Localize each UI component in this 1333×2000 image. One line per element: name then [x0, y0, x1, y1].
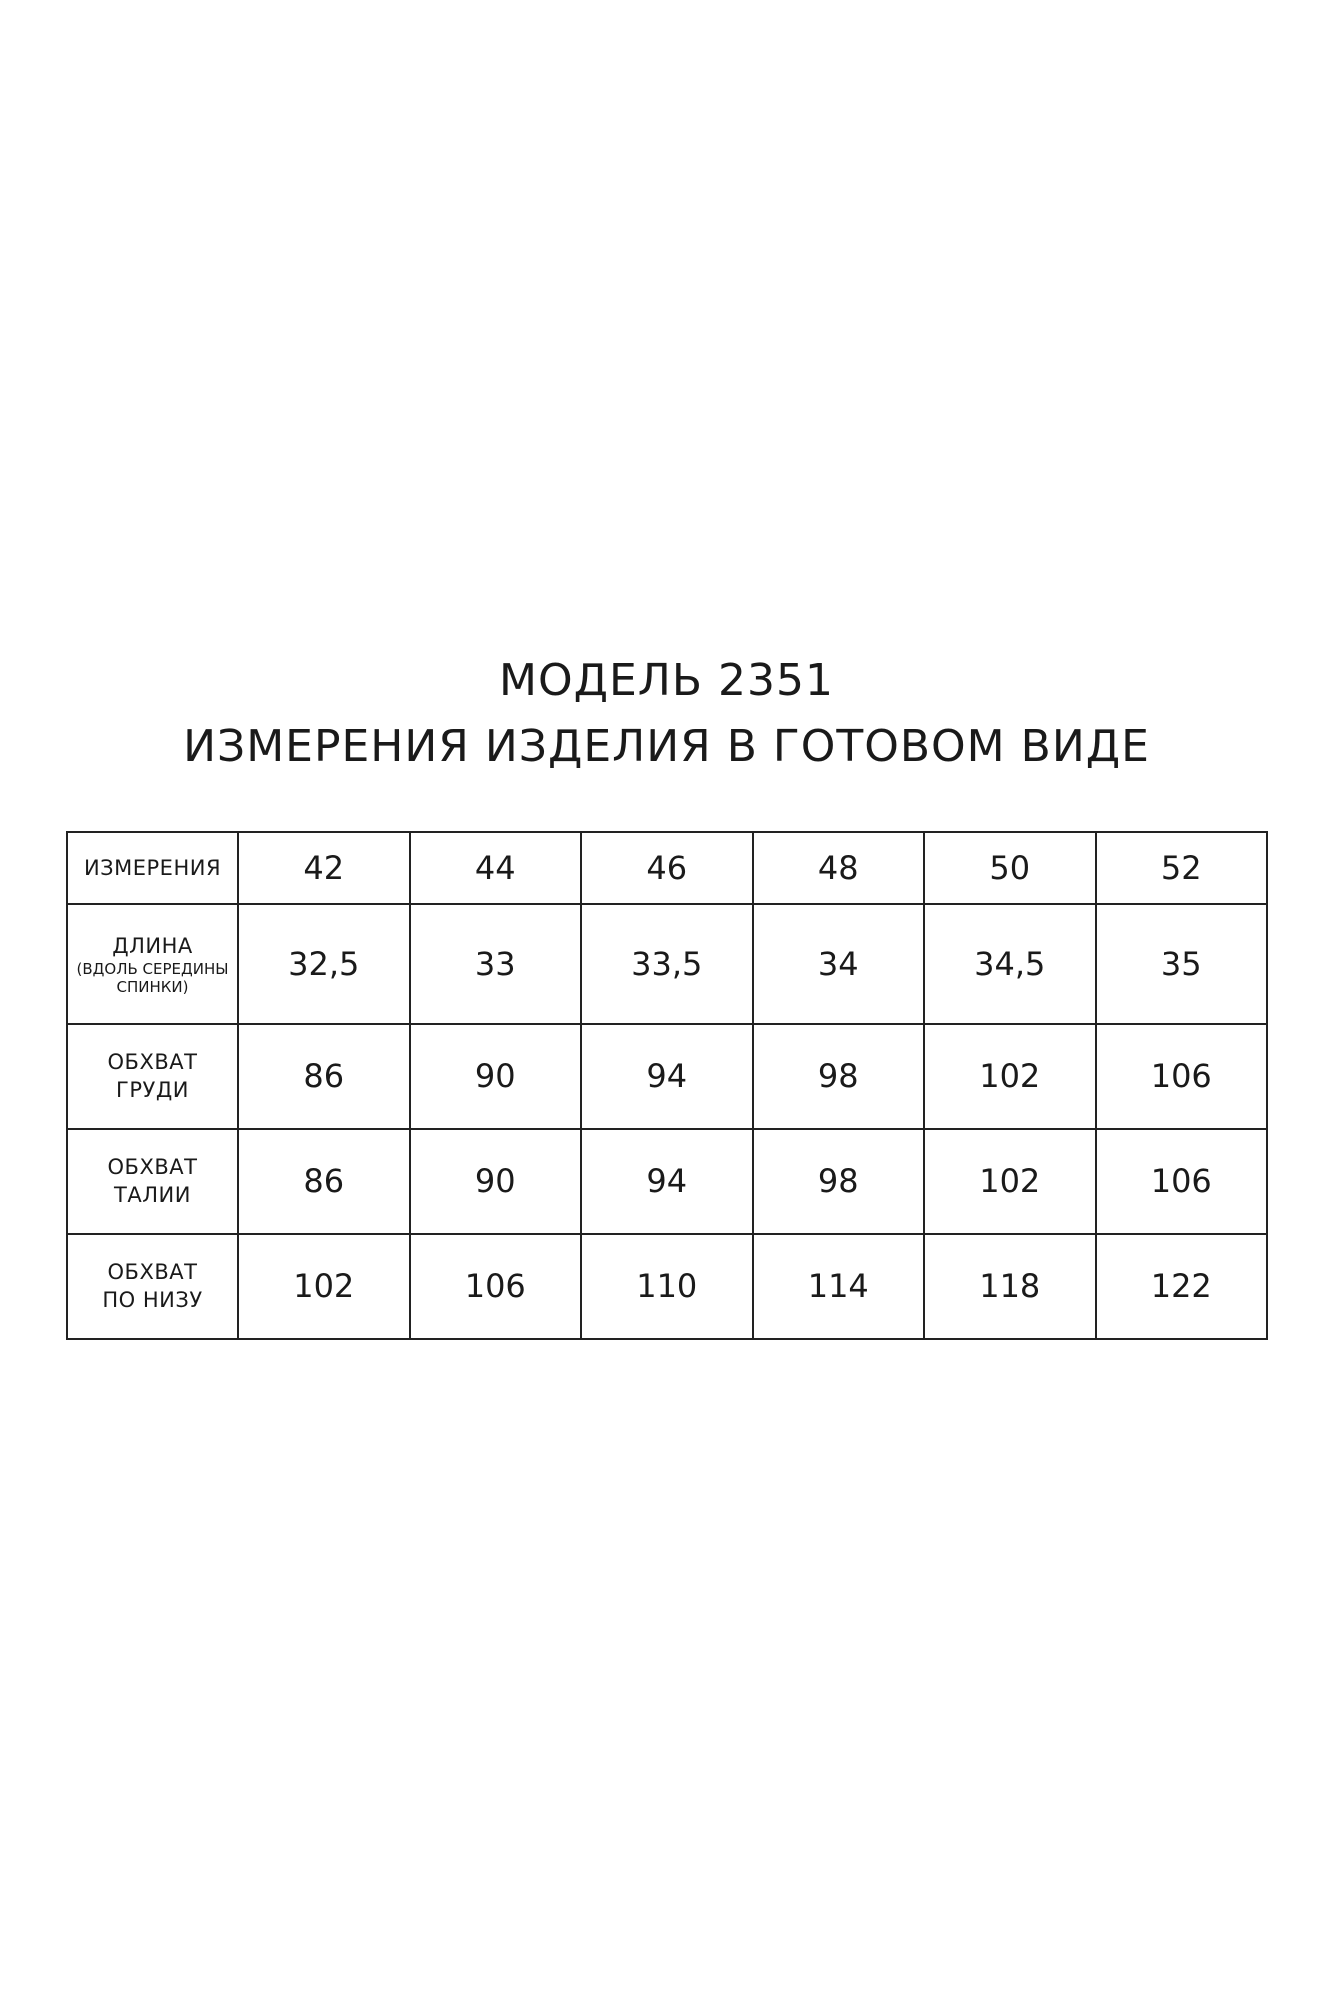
table-cell: 35	[1096, 904, 1268, 1024]
table-row-hem	[67, 1234, 1267, 1339]
row-label-text: ДЛИНА	[112, 934, 193, 959]
table-cell: 118	[924, 1234, 1096, 1339]
table-cell: 94	[581, 1024, 753, 1129]
row-label-hem	[67, 1234, 238, 1339]
size-48-header: 48	[753, 832, 925, 904]
table-cell: 90	[410, 1129, 582, 1234]
table-cell: 98	[753, 1129, 925, 1234]
row-label-text: ОБХВАТ	[107, 1155, 198, 1180]
table-cell: 106	[1096, 1024, 1268, 1129]
table-cell: 86	[238, 1024, 410, 1129]
table-cell: 34,5	[924, 904, 1096, 1024]
row-label-note: (ВДОЛЬ СЕРЕДИНЫ	[76, 960, 229, 979]
table-cell: 33,5	[581, 904, 753, 1024]
table-cell: 110	[581, 1234, 753, 1339]
table-row-chest	[67, 1024, 1267, 1129]
row-label-waist	[67, 1129, 238, 1234]
header-label-cell: ИЗМЕРЕНИЯ	[67, 832, 238, 904]
table-header-row	[67, 832, 1267, 904]
table-cell: 102	[924, 1129, 1096, 1234]
table-cell: 114	[753, 1234, 925, 1339]
size-52-header: 52	[1096, 832, 1268, 904]
measurements-subtitle: ИЗМЕРЕНИЯ ИЗДЕЛИЯ В ГОТОВОМ ВИДЕ	[183, 721, 1150, 772]
table-cell: 94	[581, 1129, 753, 1234]
title-block	[0, 648, 1333, 780]
size-table	[66, 831, 1268, 1340]
row-label-text: ГРУДИ	[116, 1078, 189, 1103]
table-cell: 102	[924, 1024, 1096, 1129]
table-cell: 122	[1096, 1234, 1268, 1339]
row-label-text: ОБХВАТ	[107, 1260, 198, 1285]
table-cell: 98	[753, 1024, 925, 1129]
table-cell: 102	[238, 1234, 410, 1339]
table-cell: 106	[410, 1234, 582, 1339]
table-cell: 106	[1096, 1129, 1268, 1234]
row-label-length	[67, 904, 238, 1024]
row-label-text: ПО НИЗУ	[102, 1288, 203, 1313]
row-label-text: ТАЛИИ	[114, 1183, 191, 1208]
table-row-length	[67, 904, 1267, 1024]
size-46-header: 46	[581, 832, 753, 904]
row-label-chest	[67, 1024, 238, 1129]
size-42-header: 42	[238, 832, 410, 904]
model-title: МОДЕЛЬ 2351	[498, 655, 834, 706]
size-50-header: 50	[924, 832, 1096, 904]
table-cell: 33	[410, 904, 582, 1024]
table-cell: 90	[410, 1024, 582, 1129]
table-row-waist	[67, 1129, 1267, 1234]
row-label-note: СПИНКИ)	[116, 978, 189, 997]
table-cell: 86	[238, 1129, 410, 1234]
table-cell: 34	[753, 904, 925, 1024]
row-label-text: ОБХВАТ	[107, 1050, 198, 1075]
table-cell: 32,5	[238, 904, 410, 1024]
size-44-header: 44	[410, 832, 582, 904]
